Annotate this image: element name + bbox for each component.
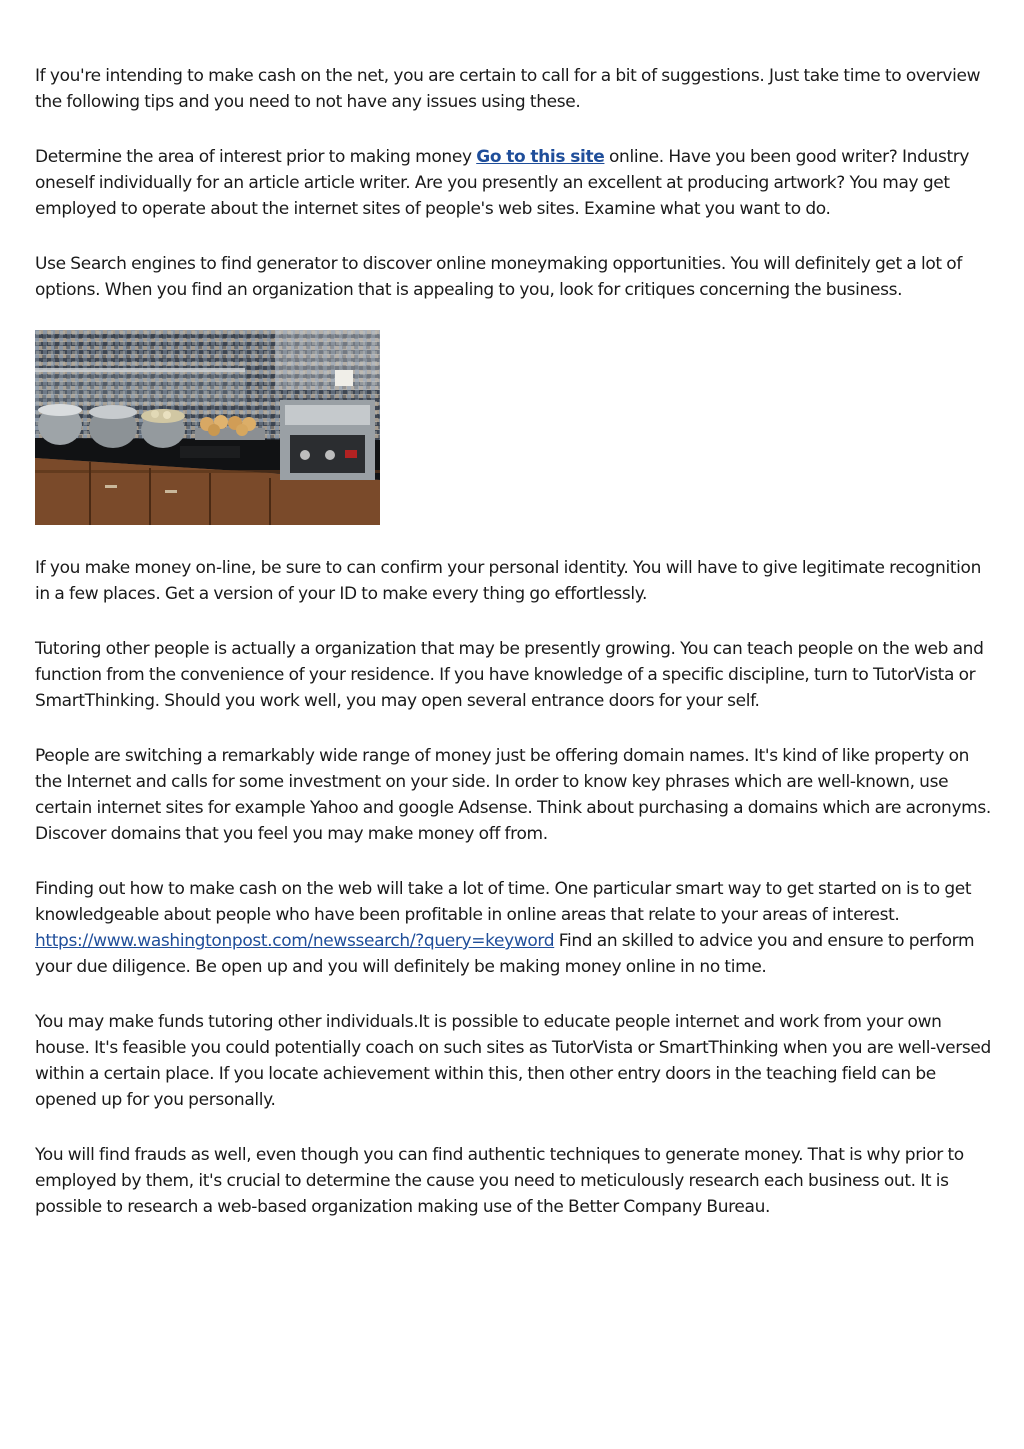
paragraph-6: People are switching a remarkably wide range of money just be offering domain names. It's kind of like property on the Internet and calls for some investment on your side. In order to know key phrases which are well-known, use certain internet sites for example Yahoo and google Adsense. Think about purchasing a domains which are acronyms. Discover domains that you feel you may make money off from. (35, 746, 991, 844)
paragraph-7 (35, 876, 995, 980)
paragraph-8: You may make funds tutoring other individuals.It is possible to educate people internet and work from your own house. It's feasible you could potentially coach on such sites as TutorVista or SmartThinking when you are well-versed within a certain place. If you locate achievement within this, then other entry doors in the teaching field can be opened up for you personally. (35, 1012, 991, 1110)
paragraph-1: If you're intending to make cash on the net, you are certain to call for a bit of suggestions. Just take time to overview the following tips and you need to not have any issues using these. (35, 66, 981, 112)
document-body (35, 63, 995, 1220)
paragraph-2-text-end: online. Have you been good writer? Industry oneself individually for an article article writer. Are you presently an excellent at producing artwork? You may get employed to operate about the internet sites of people's web sites. Examine what you want to do. (35, 147, 970, 219)
paragraph-7-text-start: Finding out how to make cash on the web will take a lot of time. One particular smart way to get started on is to get knowledgeable about people who have been profitable in online areas that relate to your areas of interest. (35, 879, 972, 925)
washingtonpost-search-link[interactable]: https://www.washingtonpost.com/newssearch/?query=keyword (35, 931, 555, 951)
paragraph-3: Use Search engines to find generator to discover online moneymaking opportunities. You will definitely get a lot of options. When you find an organization that is appealing to you, look for critiques concerning the business. (35, 254, 962, 300)
paragraph-5: Tutoring other people is actually a organization that may be presently growing. You can teach people on the web and function from the convenience of your residence. If you have knowledge of a specific discipline, turn to TutorVista or SmartThinking. Should you work well, you may open several entrance doors for your self. (35, 639, 984, 711)
go-to-site-link[interactable]: Go to this site (476, 147, 605, 167)
paragraph-4: If you make money on-line, be sure to can confirm your personal identity. You will have to give legitimate recognition in a few places. Get a version of your ID to make every thing go effortlessly. (35, 558, 982, 604)
paragraph-9: You will find frauds as well, even though you can find authentic techniques to generate money. That is why prior to employed by them, it's crucial to determine the cause you need to meticulously research each business out. It is possible to research a web-based organization making use of the Better Company Bureau. (35, 1145, 964, 1217)
paragraph-2 (35, 144, 995, 222)
kitchen-counter-photo (35, 330, 380, 525)
paragraph-2-text-start: Determine the area of interest prior to making money (35, 147, 477, 167)
paragraph-7-text-end: Find an skilled to advice you and ensure to perform your due diligence. Be open up and you will definitely be making money online in no time. (35, 931, 975, 977)
